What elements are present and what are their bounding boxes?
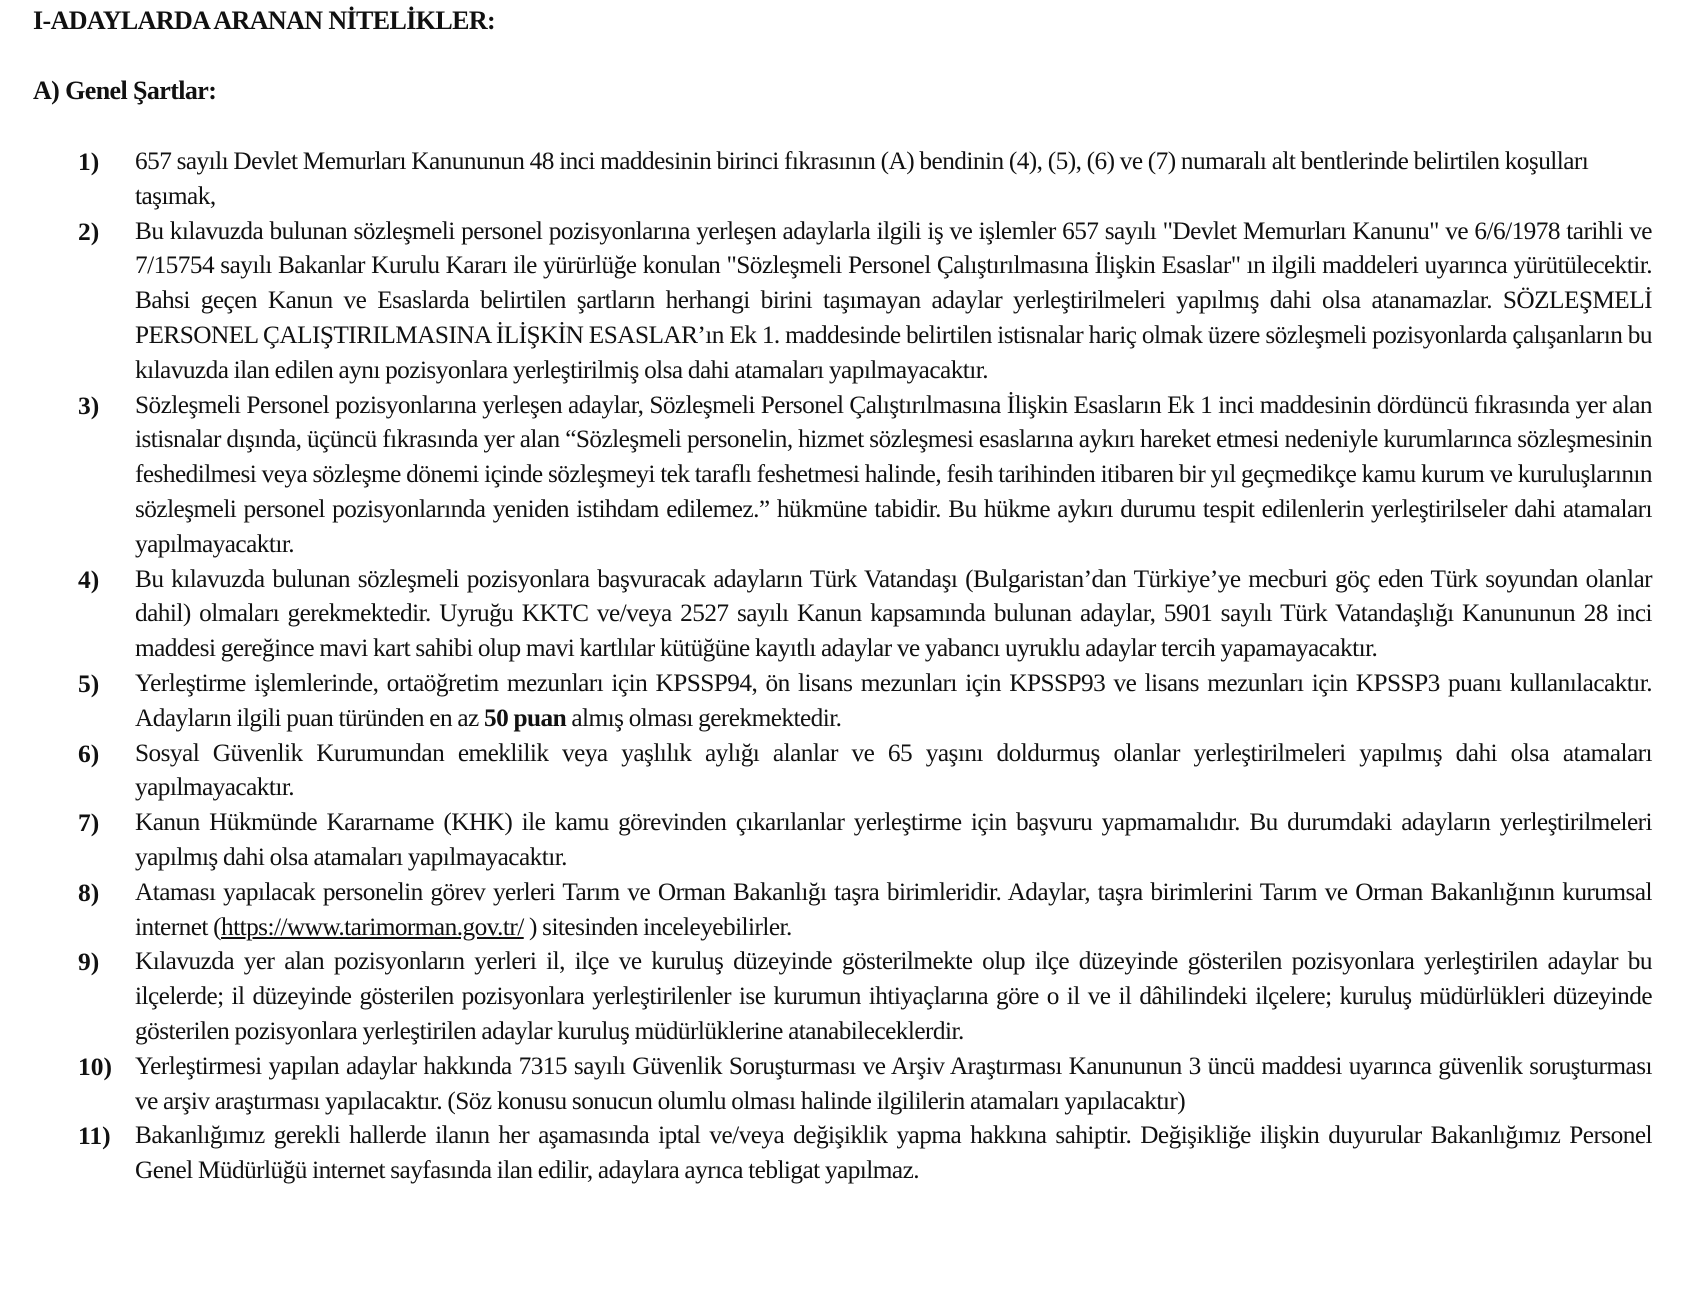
item-number: 1)	[78, 147, 100, 176]
list-item	[0, 144, 1684, 214]
item-number: 4)	[78, 564, 100, 594]
item-text-part: Yerleştirme işlemlerinde, ortaöğretim mezunları için KPSSP94, ön lisans mezunları için KPSSP93 ve lisans mezunları için KPSSP3 puanı kullanılacaktır. Adayların ilgili puan türünden en az	[135, 668, 1652, 732]
list-item	[0, 736, 1684, 806]
list-item	[0, 666, 1684, 736]
item-number: 3)	[78, 390, 100, 420]
list-item	[0, 388, 1684, 562]
item-text-part: Ataması yapılacak personelin görev yerleri Tarım ve Orman Bakanlığı taşra birimleridir. Adaylar, taşra birimlerini Tarım ve Orman Bakanlığının kurumsal internet (	[135, 877, 1652, 941]
item-text-part: almış olması gerekmektedir.	[566, 703, 842, 732]
list-item	[0, 214, 1684, 388]
document-title: I-ADAYLARDA ARANAN NİTELİKLER:	[33, 6, 496, 35]
item-text: Yerleştirmesi yapılan adaylar hakkında 7315 sayılı Güvenlik Soruşturması ve Arşiv Araştırması Kanununun 3 üncü maddesi uyarınca güvenlik soruşturması ve arşiv araştırması yapılacaktır. (Söz konusu sonucun olumlu olması halinde ilgililerin atamaları yapılacaktır)	[135, 1051, 1652, 1115]
list-item	[0, 944, 1684, 1048]
item-text: 657 sayılı Devlet Memurları Kanununun 48 inci maddesinin birinci fıkrasının (A) bendinin (4), (5), (6) ve (7) numaralı alt bentlerinde belirtilen koşulları taşımak,	[135, 147, 1589, 210]
requirements-list	[0, 144, 1684, 1188]
list-item	[0, 875, 1684, 945]
item-number: 10)	[78, 1051, 112, 1081]
ministry-website-link[interactable]: https://www.tarimorman.gov.tr/	[221, 912, 524, 941]
list-item	[0, 1049, 1684, 1119]
item-text: Kanun Hükmünde Kararname (KHK) ile kamu görevinden çıkarılanlar yerleştirme için başvuru yapmamalıdır. Bu durumdaki adayların yerleştirilmeleri yapılmış dahi olsa atamaları yapılmayacaktır.	[135, 808, 1652, 871]
item-number: 2)	[78, 216, 100, 246]
item-number: 9)	[78, 947, 100, 977]
item-number: 6)	[78, 738, 100, 768]
item-number: 5)	[78, 668, 100, 698]
item-text: Bu kılavuzda bulunan sözleşmeli pozisyonlara başvuracak adayların Türk Vatandaşı (Bulgaristan’dan Türkiye’ye mecburi göç eden Türk soyundan olanlar dahil) olmaları gerekmektedir. Uyruğu KKTC ve/veya 2527 sayılı Kanun kapsamında bulunan adaylar, 5901 sayılı Türk Vatandaşlığı Kanununun 28 inci maddesi gereğince mavi kart sahibi olup mavi kartlılar kütüğüne kayıtlı adaylar ve yabancı uyruklu adaylar tercih yapamayacaktır.	[135, 564, 1652, 663]
list-item	[0, 805, 1684, 875]
item-text: Bu kılavuzda bulunan sözleşmeli personel pozisyonlarına yerleşen adaylarla ilgili iş ve işlemler 657 sayılı "Devlet Memurları Kanunu" ve 6/6/1978 tarihli ve 7/15754 sayılı Bakanlar Kurulu Kararı ile yürürlüğe konulan "Sözleşmeli Personel Çalıştırılmasına İlişkin Esaslar" ın ilgili maddeleri uyarınca yürütülecektir. Bahsi geçen Kanun ve Esaslarda belirtilen şartların herhangi birini taşımayan adaylar yerleştirilmeleri yapılmış dahi olsa atanamazlar. SÖZLEŞMELİ PERSONEL ÇALIŞTIRILMASINA İLİŞKİN ESASLAR’ın Ek 1. maddesinde belirtilen istisnalar hariç olmak üzere sözleşmeli pozisyonlarda çalışanların bu kılavuzda ilan edilen aynı pozisyonlara yerleştirilmiş olsa dahi atamaları yapılmayacaktır.	[135, 216, 1652, 384]
list-item	[0, 1118, 1684, 1188]
item-text: Sosyal Güvenlik Kurumundan emeklilik veya yaşlılık aylığı alanlar ve 65 yaşını doldurmuş olanlar yerleştirilmeleri yapılmış dahi olsa atamaları yapılmayacaktır.	[135, 738, 1652, 802]
item-number: 8)	[78, 877, 100, 907]
item-text	[135, 666, 1652, 736]
list-item	[0, 562, 1684, 666]
min-score-emphasis: 50 puan	[483, 703, 567, 732]
section-heading: A) Genel Şartlar:	[33, 76, 217, 105]
item-text: Kılavuzda yer alan pozisyonların yerleri il, ilçe ve kuruluş düzeyinde gösterilmekte olup ilçe düzeyinde gösterilen pozisyonlara yerleştirilen adaylar bu ilçelerde; il düzeyinde gösterilen pozisyonlara yerleştirilenler ise kurumun ihtiyaçlarına göre o il ve il dâhilindeki ilçelere; kuruluş müdürlükleri düzeyinde gösterilen pozisyonlara yerleştirilen adaylar kuruluş müdürlüklerine atanabileceklerdir.	[135, 947, 1652, 1045]
item-text	[135, 875, 1652, 945]
item-number: 11)	[78, 1121, 111, 1151]
item-text: Sözleşmeli Personel pozisyonlarına yerleşen adaylar, Sözleşmeli Personel Çalıştırılmasına İlişkin Esasların Ek 1 inci maddesinin dördüncü fıkrasında yer alan istisnalar dışında, üçüncü fıkrasında yer alan “Sözleşmeli personelin, hizmet sözleşmesi esaslarına aykırı hareket etmesi nedeniyle kurumlarınca sözleşmesinin feshedilmesi veya sözleşme dönemi içinde sözleşmeyi tek taraflı feshetmesi halinde, fesih tarihinden itibaren bir yıl geçmedikçe kamu kurum ve kuruluşlarının sözleşmeli personel pozisyonlarında yeniden istihdam edilemez.” hükmüne tabidir. Bu hükme aykırı durumu tespit edilenlerin yerleştirilseler dahi atamaları yapılmayacaktır.	[135, 390, 1652, 558]
item-text: Bakanlığımız gerekli hallerde ilanın her aşamasında iptal ve/veya değişiklik yapma hakkına sahiptir. Değişikliğe ilişkin duyurular Bakanlığımız Personel Genel Müdürlüğü internet sayfasında ilan edilir, adaylara ayrıca tebligat yapılmaz.	[135, 1121, 1652, 1185]
item-number: 7)	[78, 808, 100, 838]
item-text-part: ) sitesinden inceleyebilirler.	[523, 912, 792, 941]
